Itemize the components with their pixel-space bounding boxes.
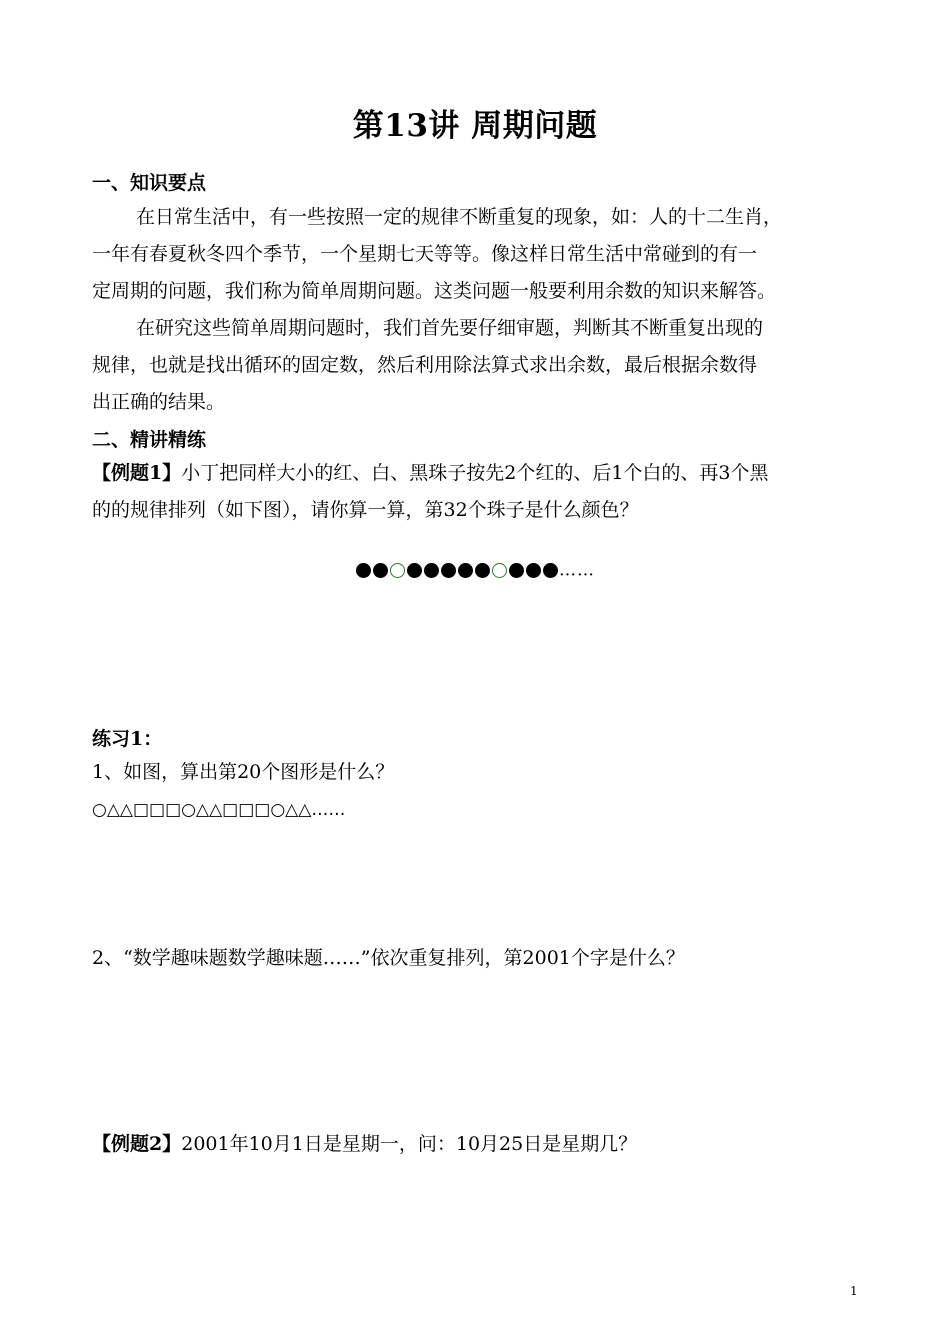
knowledge-para1-line3: 定周期的问题，我们称为简单周期问题。这类问题一般要利用余数的知识来解答。 (92, 280, 777, 302)
page-number: 1 (850, 1284, 858, 1298)
practice1-label: 练习1： (92, 728, 163, 750)
page-title: 第13讲 周期问题 (352, 108, 598, 144)
example1-text1: 小丁把同样大小的红、白、黑珠子按先2个红的、后1个白的、再3个黑 (181, 462, 769, 484)
bead-ellipsis: …… (559, 560, 595, 581)
bead-sequence (0, 560, 950, 581)
example1-line2: 的的规律排列（如下图），请你算一算，第32个珠子是什么颜色？ (92, 499, 639, 521)
bead-red-icon (356, 563, 371, 578)
knowledge-para1-line2: 一年有春夏秋冬四个季节，一个星期七天等等。像这样日常生活中常碰到的有一 (92, 243, 758, 265)
bead-red-icon (458, 563, 473, 578)
practice1-question2: 2、“数学趣味题数学趣味题……”依次重复排列，第2001个字是什么？ (92, 947, 685, 969)
bead-white-icon (390, 563, 405, 578)
section-heading-knowledge: 一、知识要点 (92, 172, 207, 194)
bead-black-icon (526, 563, 541, 578)
knowledge-para2-line2: 规律，也就是找出循环的固定数，然后利用除法算式求出余数，最后根据余数得 (92, 354, 758, 376)
example2-line (92, 1126, 637, 1163)
bead-white-icon (492, 563, 507, 578)
example2-text: 2001年10月1日是星期一，问：10月25日是星期几？ (181, 1133, 638, 1155)
bead-red-icon (373, 563, 388, 578)
bead-row (355, 560, 559, 580)
knowledge-para2-line1: 在研究这些简单周期问题时，我们首先要仔细审题，判断其不断重复出现的 (136, 317, 764, 339)
bead-black-icon (509, 563, 524, 578)
knowledge-para1-line1: 在日常生活中，有一些按照一定的规律不断重复的现象，如：人的十二生肖， (136, 206, 783, 228)
bead-black-icon (407, 563, 422, 578)
bead-black-icon (543, 563, 558, 578)
section-heading-practice: 二、精讲精练 (92, 429, 207, 451)
bead-black-icon (441, 563, 456, 578)
example1-line1 (92, 455, 769, 492)
knowledge-para2-line3: 出正确的结果。 (92, 391, 226, 413)
example2-label: 【例题2】 (92, 1133, 182, 1155)
bead-red-icon (475, 563, 490, 578)
example1-label: 【例题1】 (92, 462, 182, 484)
bead-black-icon (424, 563, 439, 578)
practice1-shape-sequence: ○△△□□□○△△□□□○△△…… (92, 800, 346, 820)
practice1-question1: 1、如图，算出第20个图形是什么？ (92, 761, 395, 783)
